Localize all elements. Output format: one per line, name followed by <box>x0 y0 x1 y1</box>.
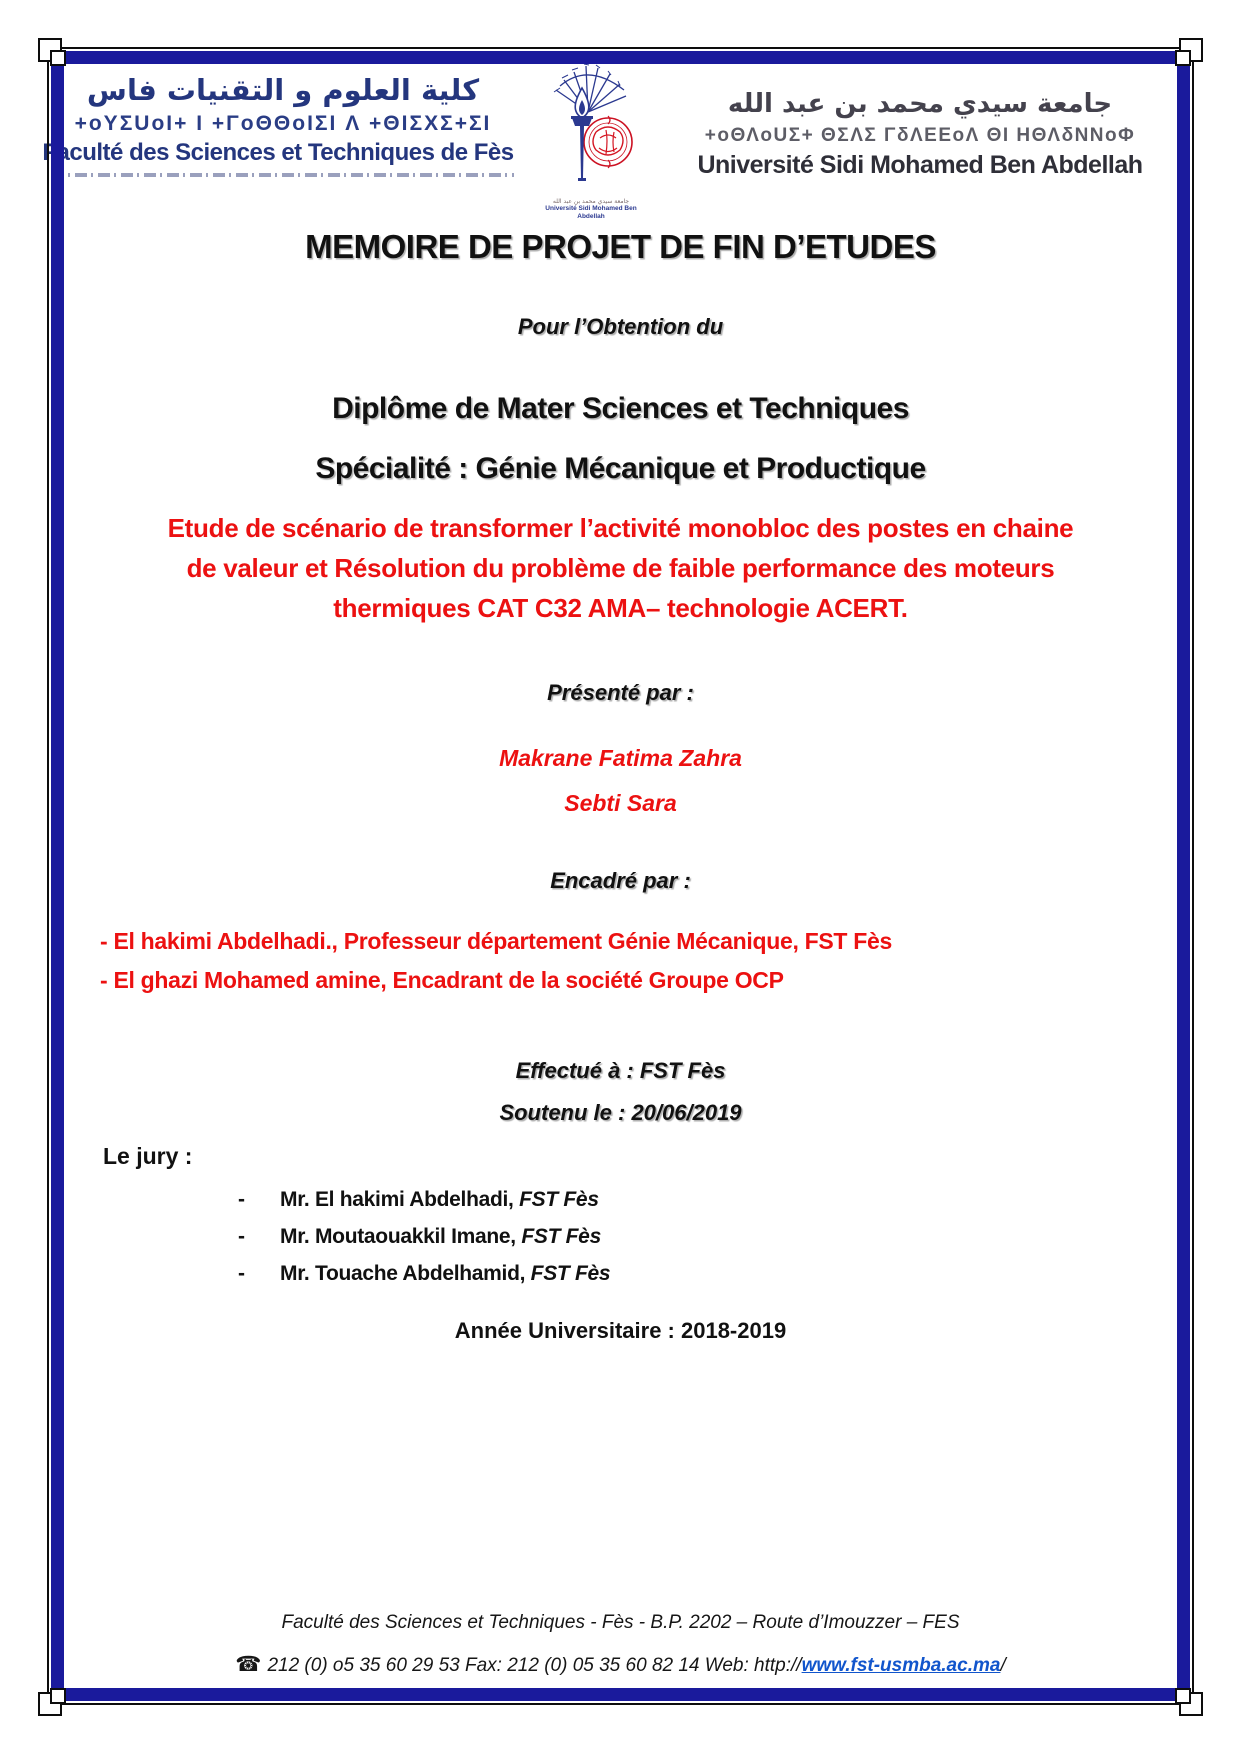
dash-dot-divider <box>52 173 514 177</box>
telephone-icon: ☎ <box>235 1653 262 1676</box>
obtention-label: Pour l’Obtention du <box>517 314 724 339</box>
academic-year: Année Universitaire : 2018-2019 <box>454 1318 787 1343</box>
defense-date-line: Soutenu le : 20/06/2019 <box>499 1100 742 1125</box>
faculty-name-arabic: كلية العلوم و التقنيات فاس <box>86 73 480 107</box>
list-dash: - <box>238 1225 245 1248</box>
border-corner-ornament <box>38 38 72 72</box>
presented-by-label: Présenté par : <box>547 680 694 705</box>
logo-caption-french: Université Sidi Mohamed Ben Abdellah <box>545 205 637 220</box>
thesis-title-line-1: Etude de scénario de transformer l’activité monobloc des postes en chaine <box>167 513 1074 543</box>
jury-member-name: Mr. Touache Abdelhamid, <box>280 1262 531 1285</box>
supervisor-1: - El hakimi Abdelhadi., Professeur département Génie Mécanique, FST Fès <box>100 928 893 954</box>
specialty-title: Spécialité : Génie Mécanique et Productique <box>315 452 926 485</box>
jury-member-row <box>238 1262 1038 1286</box>
university-name-tifinagh: +oΘΛoUΣ+ ΘΣΛΣ ΓδΛΕΕoΛ ΘΙ ΗΘΛδΝΝoΦ <box>704 125 1136 146</box>
jury-member-affiliation: FST Fès <box>521 1225 601 1248</box>
university-name-french: Université Sidi Mohamed Ben Abdellah <box>697 151 1143 179</box>
location-line: Effectué à : FST Fès <box>515 1058 726 1083</box>
website-link[interactable]: www.fst-usmba.ac.ma <box>801 1655 1001 1676</box>
university-name-arabic: جامعة سيدي محمد بن عبد الله <box>727 89 1113 119</box>
jury-member-affiliation: FST Fès <box>530 1262 611 1285</box>
footer-contact-text: 212 (0) o5 35 60 29 53 Fax: 212 (0) 05 35 60 82 14 Web: http:// <box>267 1655 802 1676</box>
thesis-title-line-2: de valeur et Résolution du problème de faible performance des moteurs <box>186 553 1055 583</box>
jury-label: Le jury : <box>103 1143 193 1169</box>
supervisor-2: - El ghazi Mohamed amine, Encadrant de la société Groupe OCP <box>100 967 784 993</box>
torch-emblem-icon <box>536 60 646 198</box>
border-corner-ornament <box>38 1682 72 1716</box>
university-logo <box>536 60 646 220</box>
border-corner-ornament <box>1169 1682 1203 1716</box>
faculty-name-french: Faculté des Sciences et Techniques de Fès <box>42 139 514 166</box>
thesis-title <box>64 508 1177 628</box>
logo-caption-arabic: جامعة سيدي محمد بن عبد الله <box>552 198 630 205</box>
jury-member-row <box>238 1188 1038 1212</box>
memoir-title: MEMOIRE DE PROJET DE FIN D’ETUDES <box>305 228 936 265</box>
jury-member-name: Mr. El hakimi Abdelhadi, <box>280 1188 520 1211</box>
list-dash: - <box>238 1262 245 1285</box>
footer-address: Faculté des Sciences et Techniques - Fès - B.P. 2202 – Route d’Imouzzer – FES <box>281 1612 960 1633</box>
faculty-name-tifinagh: +oYΣUoI+ I +ΓoΘΘoIΣI Λ +ΘIΣXΣ+ΣI <box>74 112 492 135</box>
border-corner-ornament <box>1169 38 1203 72</box>
author-name-2: Sebti Sara <box>564 790 677 816</box>
faculty-header <box>42 70 514 177</box>
jury-member-name: Mr. Moutaouakkil Imane, <box>280 1225 522 1248</box>
jury-member-row <box>238 1225 1038 1249</box>
footer-contact <box>64 1652 1177 1677</box>
thesis-title-line-3: thermiques CAT C32 AMA– technologie ACERT. <box>333 593 908 623</box>
list-dash: - <box>238 1188 245 1211</box>
diploma-title: Diplôme de Mater Sciences et Techniques <box>332 392 909 425</box>
footer-contact-suffix: / <box>1000 1655 1006 1676</box>
university-header <box>652 86 1188 181</box>
jury-member-affiliation: FST Fès <box>519 1188 599 1211</box>
supervised-by-label: Encadré par : <box>550 868 691 893</box>
author-name-1: Makrane Fatima Zahra <box>499 745 742 771</box>
